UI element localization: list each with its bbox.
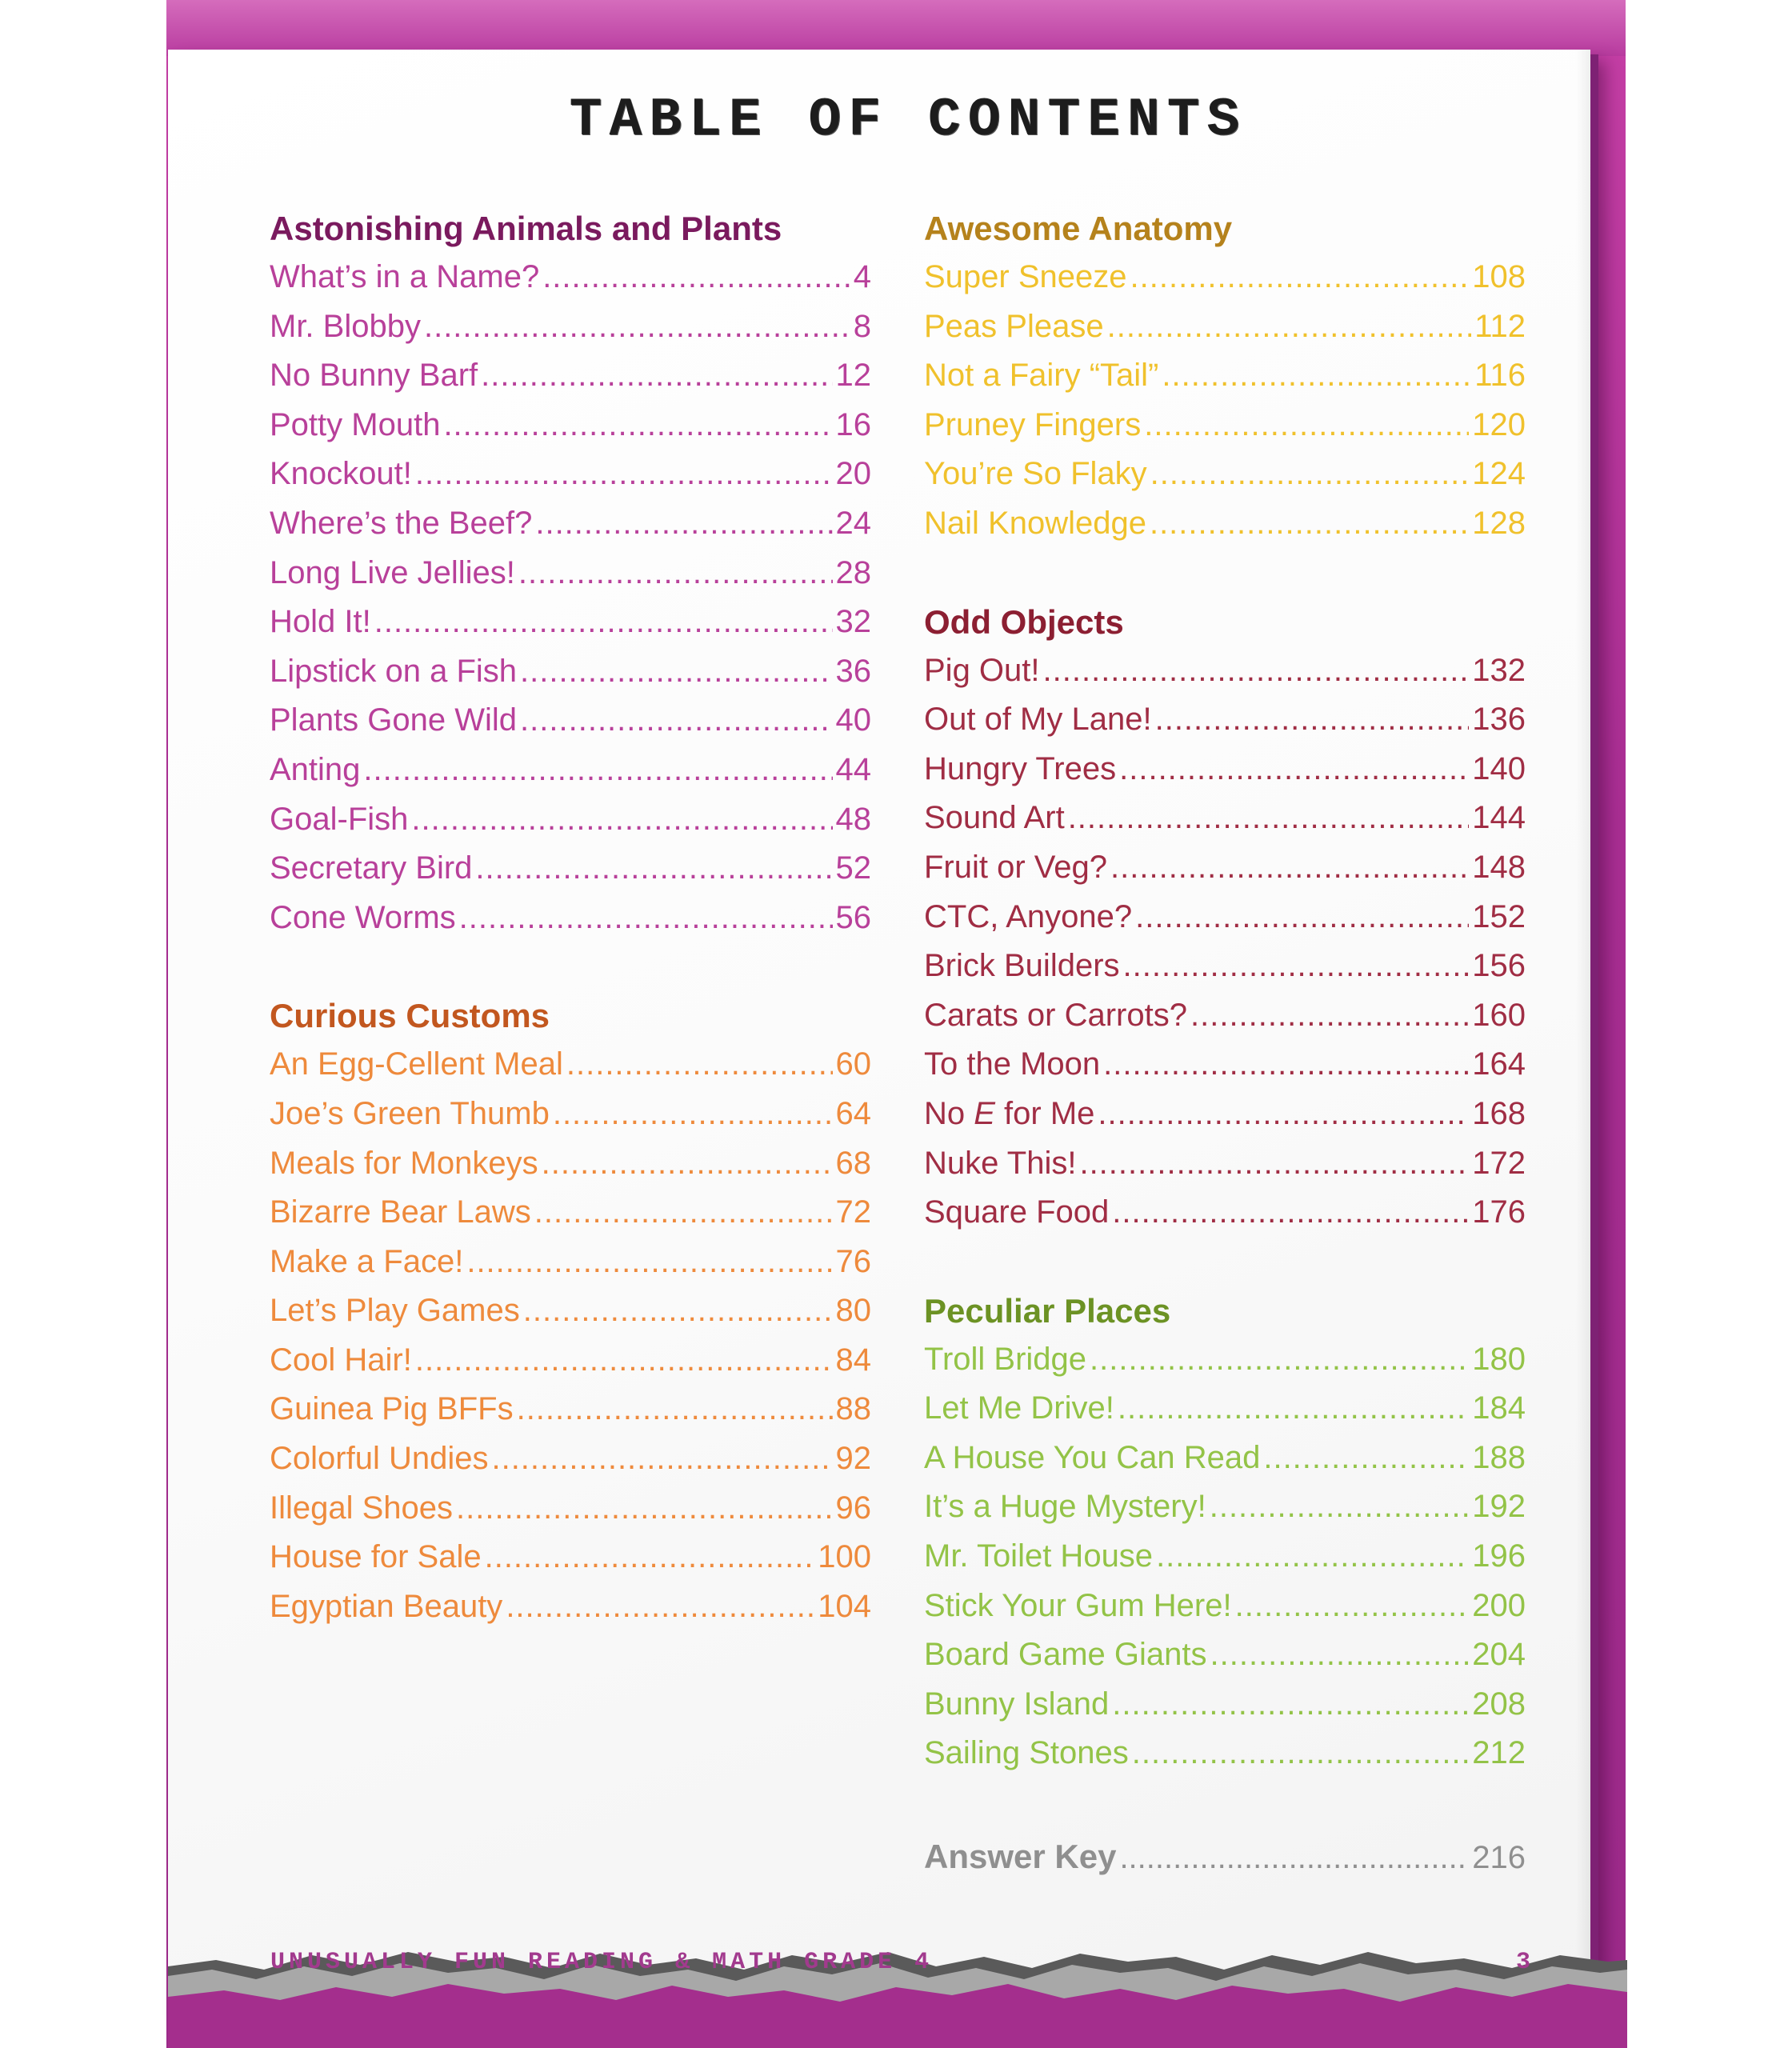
toc-entry-title: No E for Me <box>924 1095 1095 1131</box>
toc-entry-page: 164 <box>1472 1046 1526 1082</box>
leader-dots <box>553 1090 833 1139</box>
toc-entry-title: Illegal Shoes <box>270 1490 454 1526</box>
toc-entry-page: 4 <box>853 259 871 294</box>
toc-entry-page: 48 <box>835 801 871 837</box>
toc-entry-title: Meals for Monkeys <box>270 1145 538 1181</box>
leader-dots <box>1162 351 1471 401</box>
toc-entry <box>270 302 871 352</box>
toc-entry-title: To the Moon <box>924 1046 1101 1082</box>
toc-entry <box>270 1385 871 1434</box>
toc-entry <box>270 549 871 598</box>
leader-dots <box>1263 1434 1469 1483</box>
toc-entry <box>270 647 871 697</box>
toc-entry-page: 88 <box>835 1391 871 1427</box>
leader-dots <box>1130 253 1470 302</box>
toc-entry-title: Brick Builders <box>924 948 1120 984</box>
toc-entry-page: 108 <box>1472 259 1526 294</box>
toc-entry <box>270 746 871 795</box>
toc-entry-title: Board Game Giants <box>924 1637 1207 1673</box>
toc-entry-page: 28 <box>835 554 871 590</box>
section-spacer <box>270 942 871 992</box>
toc-entry-page: 40 <box>835 702 871 738</box>
toc-entry-title: Peas Please <box>924 308 1104 344</box>
leader-dots <box>1156 1532 1469 1582</box>
leader-dots <box>542 253 850 302</box>
toc-entry <box>924 253 1526 302</box>
toc-entry <box>924 351 1526 401</box>
toc-entry <box>270 1533 871 1582</box>
footer-book-title: UNUSUALLY FUN READING & MATH GRADE 4 <box>270 1949 934 1976</box>
toc-entry-title: Carats or Carrots? <box>924 997 1187 1033</box>
toc-entry <box>270 894 871 943</box>
toc-entry-title: No Bunny Barf <box>270 358 478 394</box>
toc-entry <box>924 1040 1526 1090</box>
toc-entry-title: Long Live Jellies! <box>270 554 515 590</box>
toc-entry-page: 136 <box>1472 702 1526 738</box>
toc-entry-page: 128 <box>1472 505 1526 541</box>
leader-dots <box>456 1484 832 1534</box>
toc-entry-page: 24 <box>835 505 871 541</box>
leader-dots <box>1107 302 1472 352</box>
leader-dots <box>523 1286 833 1336</box>
leader-dots <box>411 795 832 845</box>
toc-entry-title: Super Sneeze <box>924 259 1127 294</box>
toc-entry-title: Lipstick on a Fish <box>270 653 518 689</box>
toc-entry <box>924 794 1526 843</box>
toc-entry-title: Where’s the Beef? <box>270 505 533 541</box>
toc-entry-title: CTC, Anyone? <box>924 898 1133 934</box>
toc-entry-page: 60 <box>835 1046 871 1082</box>
leader-dots <box>1112 1188 1469 1238</box>
answer-key-page: 216 <box>1472 1840 1526 1875</box>
toc-entry-title: Pig Out! <box>924 652 1040 688</box>
answer-key-label: Answer Key <box>924 1838 1117 1875</box>
toc-entry-title: Fruit or Veg? <box>924 849 1108 885</box>
answer-key-entry <box>924 1832 1526 1882</box>
torn-paper-edge <box>168 1920 1627 2048</box>
toc-entry-title: Stick Your Gum Here! <box>924 1587 1232 1623</box>
leader-dots <box>1079 1139 1469 1189</box>
toc-entry-title: Square Food <box>924 1194 1110 1230</box>
section-spacer <box>924 1238 1526 1287</box>
toc-entry-page: 144 <box>1472 800 1526 836</box>
toc-entry-title: Cool Hair! <box>270 1342 412 1378</box>
toc-entry <box>270 1090 871 1139</box>
toc-entry-page: 32 <box>835 604 871 640</box>
toc-entry <box>924 1434 1526 1483</box>
toc-entry-page: 112 <box>1474 308 1526 344</box>
toc-entry <box>270 844 871 894</box>
toc-entry <box>270 1582 871 1632</box>
section-spacer <box>924 549 1526 598</box>
leader-dots <box>1210 1482 1470 1532</box>
toc-entry-title: A House You Can Read <box>924 1439 1261 1475</box>
toc-entry <box>924 1188 1526 1238</box>
toc-entry-title: Not a Fairy “Tail” <box>924 358 1159 394</box>
leader-dots <box>374 598 833 647</box>
toc-entry-page: 200 <box>1472 1587 1526 1623</box>
leader-dots <box>1135 893 1469 942</box>
toc-entry-page: 92 <box>835 1441 871 1477</box>
toc-entry <box>270 696 871 746</box>
leader-dots <box>1150 499 1469 549</box>
toc-entry-title: Joe’s Green Thumb <box>270 1095 550 1131</box>
toc-entry-page: 188 <box>1472 1439 1526 1475</box>
toc-entry-title: Nail Knowledge <box>924 505 1146 541</box>
leader-dots <box>475 844 832 894</box>
leader-dots <box>1098 1090 1469 1139</box>
toc-entry-title: Secretary Bird <box>270 850 473 886</box>
footer-page-number: 3 <box>1516 1949 1531 1976</box>
toc-entry <box>270 1286 871 1336</box>
toc-entry <box>924 302 1526 352</box>
leader-dots <box>517 1385 833 1434</box>
toc-entry <box>924 1139 1526 1189</box>
toc-entry-title: Knockout! <box>270 456 412 492</box>
toc-entry <box>270 450 871 499</box>
leader-dots <box>1210 1630 1470 1680</box>
toc-entry-page: 176 <box>1472 1194 1526 1230</box>
toc-entry-title: Let’s Play Games <box>270 1293 520 1329</box>
leader-dots <box>520 696 832 746</box>
toc-entry-page: 204 <box>1472 1637 1526 1673</box>
toc-entry-title: Hungry Trees <box>924 750 1117 786</box>
toc-entry <box>924 745 1526 794</box>
leader-dots <box>1190 991 1469 1041</box>
toc-entry <box>924 450 1526 499</box>
toc-entry-page: 132 <box>1472 652 1526 688</box>
toc-entry <box>270 253 871 302</box>
leader-dots <box>1155 695 1470 745</box>
toc-entry <box>924 942 1526 991</box>
section-customs <box>270 992 871 1631</box>
section-heading: Astonishing Animals and Plants <box>270 210 782 247</box>
toc-entry-page: 172 <box>1472 1145 1526 1181</box>
leader-dots <box>443 401 832 450</box>
section-anatomy <box>924 205 1526 549</box>
left-column <box>270 205 871 1631</box>
section-heading: Odd Objects <box>924 602 1124 641</box>
leader-dots <box>1090 1335 1469 1385</box>
toc-entry-page: 84 <box>835 1342 871 1378</box>
toc-entry <box>924 1384 1526 1434</box>
toc-entry-title: Bizarre Bear Laws <box>270 1194 531 1230</box>
toc-entry-title: Mr. Blobby <box>270 308 421 344</box>
toc-entry-title: It’s a Huge Mystery! <box>924 1489 1206 1525</box>
leader-dots <box>481 351 832 401</box>
toc-entry-page: 76 <box>835 1243 871 1279</box>
toc-entry-title: Pruney Fingers <box>924 406 1142 442</box>
leader-dots <box>534 1188 833 1238</box>
leader-dots <box>424 302 850 352</box>
leader-dots <box>542 1139 833 1189</box>
leader-dots <box>485 1533 815 1582</box>
toc-entry-page: 12 <box>835 358 871 394</box>
toc-entry <box>924 695 1526 745</box>
toc-entry-title: Sound Art <box>924 800 1065 836</box>
section-objects <box>924 598 1526 1238</box>
toc-entry-title: Anting <box>270 751 361 787</box>
toc-entry <box>924 1090 1526 1139</box>
toc-entry-page: 20 <box>835 456 871 492</box>
leader-dots <box>363 746 832 795</box>
section-heading: Peculiar Places <box>924 1291 1171 1330</box>
leader-dots <box>1119 745 1469 794</box>
leader-dots <box>1132 1729 1470 1778</box>
toc-entry <box>270 598 871 647</box>
toc-entry-page: 36 <box>835 653 871 689</box>
toc-entry-title: Hold It! <box>270 604 371 640</box>
toc-entry <box>270 1040 871 1090</box>
toc-entry-title: Cone Worms <box>270 899 456 935</box>
toc-entry-page: 68 <box>835 1145 871 1181</box>
toc-entry-title: Sailing Stones <box>924 1735 1129 1771</box>
toc-entry-page: 192 <box>1472 1489 1526 1525</box>
toc-entry-page: 156 <box>1472 948 1526 984</box>
right-column <box>924 205 1526 1778</box>
toc-entry-title: House for Sale <box>270 1539 482 1575</box>
leader-dots <box>1110 843 1469 893</box>
toc-entry-title: Potty Mouth <box>270 406 441 442</box>
toc-entry-page: 196 <box>1472 1538 1526 1574</box>
toc-entry-title: An Egg-Cellent Meal <box>270 1046 563 1082</box>
toc-entry-page: 140 <box>1472 750 1526 786</box>
leader-dots <box>1123 942 1470 991</box>
toc-entry-page: 124 <box>1472 456 1526 492</box>
leader-dots <box>566 1040 833 1090</box>
toc-entry-title: Mr. Toilet House <box>924 1538 1154 1574</box>
leader-dots <box>518 549 833 598</box>
leader-dots <box>1119 1833 1469 1882</box>
toc-entry <box>924 1729 1526 1778</box>
page-title: TABLE OF CONTENTS <box>569 90 1247 151</box>
toc-entry-page: 52 <box>835 850 871 886</box>
toc-entry <box>924 893 1526 942</box>
toc-entry <box>924 646 1526 696</box>
leader-dots <box>415 450 833 499</box>
section-places <box>924 1287 1526 1778</box>
toc-entry <box>270 1336 871 1386</box>
toc-entry-page: 120 <box>1472 406 1526 442</box>
leader-dots <box>466 1238 832 1287</box>
leader-dots <box>1103 1040 1469 1090</box>
toc-entry <box>924 1680 1526 1730</box>
toc-entry-title: Let Me Drive! <box>924 1390 1114 1426</box>
section-heading: Curious Customs <box>270 997 550 1035</box>
toc-entry-title: Colorful Undies <box>270 1441 489 1477</box>
leader-dots <box>1112 1680 1469 1730</box>
leader-dots <box>415 1336 833 1386</box>
leader-dots <box>1150 450 1470 499</box>
leader-dots <box>1144 401 1469 450</box>
leader-dots <box>535 499 832 549</box>
leader-dots <box>1118 1384 1469 1434</box>
toc-entry <box>924 1582 1526 1631</box>
leader-dots <box>459 894 833 943</box>
toc-entry-title: Bunny Island <box>924 1686 1110 1722</box>
toc-entry-title: Nuke This! <box>924 1145 1077 1181</box>
toc-entry <box>270 1434 871 1484</box>
leader-dots <box>1068 794 1470 843</box>
section-animals <box>270 205 871 942</box>
toc-entry-page: 168 <box>1472 1095 1526 1131</box>
toc-entry <box>924 843 1526 893</box>
toc-entry-title: What’s in a Name? <box>270 259 540 294</box>
toc-entry-page: 104 <box>818 1588 871 1624</box>
toc-entry <box>924 499 1526 549</box>
leader-dots <box>491 1434 832 1484</box>
toc-entry-page: 184 <box>1472 1390 1526 1426</box>
toc-entry-page: 148 <box>1472 849 1526 885</box>
toc-entry <box>270 401 871 450</box>
toc-entry <box>924 1482 1526 1532</box>
toc-entry-title: Make a Face! <box>270 1243 464 1279</box>
toc-entry-page: 8 <box>853 308 871 344</box>
leader-dots <box>506 1582 814 1632</box>
toc-entry <box>270 351 871 401</box>
leader-dots <box>1235 1582 1470 1631</box>
toc-entry-page: 16 <box>835 406 871 442</box>
toc-entry-page: 160 <box>1472 997 1526 1033</box>
toc-entry-page: 116 <box>1474 358 1526 394</box>
toc-entry <box>924 401 1526 450</box>
toc-entry-title: Goal-Fish <box>270 801 409 837</box>
toc-entry-page: 180 <box>1472 1341 1526 1377</box>
toc-entry <box>270 1139 871 1189</box>
toc-entry <box>270 499 871 549</box>
leader-dots <box>520 647 832 697</box>
toc-entry-page: 152 <box>1472 898 1526 934</box>
toc-entry-title: Out of My Lane! <box>924 702 1152 738</box>
toc-entry-page: 208 <box>1472 1686 1526 1722</box>
toc-entry-page: 96 <box>835 1490 871 1526</box>
toc-entry-title: You’re So Flaky <box>924 456 1147 492</box>
toc-entry-page: 212 <box>1472 1735 1526 1771</box>
toc-entry <box>924 1335 1526 1385</box>
leader-dots <box>1043 646 1470 696</box>
toc-entry-page: 80 <box>835 1293 871 1329</box>
toc-entry-page: 56 <box>835 899 871 935</box>
toc-entry-title: Troll Bridge <box>924 1341 1087 1377</box>
toc-entry-page: 44 <box>835 751 871 787</box>
toc-entry <box>270 795 871 845</box>
toc-entry-page: 64 <box>835 1095 871 1131</box>
toc-entry <box>924 1630 1526 1680</box>
toc-entry <box>270 1238 871 1287</box>
toc-entry-title: Plants Gone Wild <box>270 702 518 738</box>
toc-entry <box>270 1188 871 1238</box>
section-heading: Awesome Anatomy <box>924 210 1233 247</box>
toc-entry-page: 100 <box>818 1539 871 1575</box>
toc-entry-title: Egyptian Beauty <box>270 1588 503 1624</box>
toc-entry-page: 72 <box>835 1194 871 1230</box>
toc-entry <box>924 1532 1526 1582</box>
toc-entry <box>270 1484 871 1534</box>
toc-entry-title: Guinea Pig BFFs <box>270 1391 514 1427</box>
toc-entry <box>924 991 1526 1041</box>
